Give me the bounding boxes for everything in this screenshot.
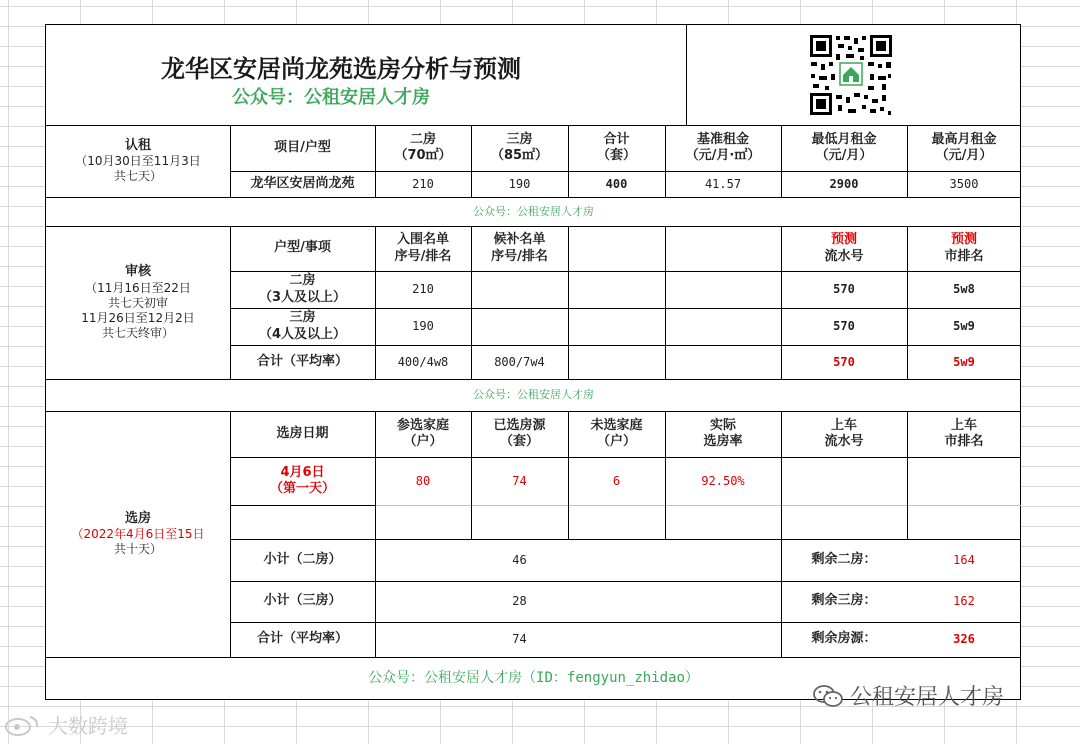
banner-row: 公众号：公租安居人才房 <box>473 204 594 218</box>
review-row-total: 合计（平均率） <box>256 353 348 369</box>
select-day1-unchosen: 6 <box>612 473 621 488</box>
rent-row-min: 2900 <box>829 176 859 191</box>
select-col-unchosen: 未选家庭 （户） <box>590 417 643 449</box>
rent-col-min: 最低月租金 （元/月） <box>811 131 877 163</box>
rent-col-project: 项目/户型 <box>274 139 331 155</box>
select-col-car-rank: 上车 市排名 <box>944 417 984 449</box>
rent-row-name: 龙华区安居尚龙苑 <box>250 175 355 191</box>
review-row-three: 三房 （4人及以上） <box>258 310 347 342</box>
review-col-type: 户型/事项 <box>274 240 331 256</box>
divider <box>568 226 569 379</box>
select-day1-rate: 92.50% <box>701 473 745 488</box>
qr-code-icon <box>808 33 894 117</box>
review-r3-rank: 5w9 <box>953 354 975 369</box>
review-section-label: 审核 （11月16日至22日 共七天初审 11月26日至12月2日 共七天终审） <box>81 264 195 340</box>
review-col-pred-serial: 预测 流水号 <box>824 232 864 264</box>
rent-section-label: 认租 （10月30日至11月3日 共七天） <box>75 137 201 184</box>
review-r2-entry: 190 <box>412 319 434 333</box>
page-title: 龙华区安居尚龙苑选房分析与预测 <box>161 54 521 83</box>
divider <box>230 505 375 506</box>
select-remaining-two-val: 164 <box>953 552 975 567</box>
select-remaining-total-val: 326 <box>953 632 975 646</box>
rent-row-total: 400 <box>605 176 628 191</box>
rent-col-two: 二房 （70㎡） <box>394 131 452 163</box>
select-col-date: 选房日期 <box>276 425 329 441</box>
divider <box>665 226 666 379</box>
banner-row: 公众号：公租安居人才房 <box>473 388 594 402</box>
review-col-pred-rank: 预测 市排名 <box>944 232 984 264</box>
review-r2-rank: 5w9 <box>953 319 975 333</box>
page-subtitle: 公众号：公租安居人才房 <box>232 87 430 108</box>
rent-col-three: 三房 （85㎡） <box>490 131 549 163</box>
watermark-left: 大数跨境 <box>4 710 128 739</box>
review-col-wait: 候补名单 序号/排名 <box>491 232 548 264</box>
select-total-val: 74 <box>512 632 527 646</box>
rent-col-total: 合计 （套） <box>596 131 636 163</box>
review-r3-serial: 570 <box>833 354 855 369</box>
select-day1-date: 4月6日 （第一天） <box>269 464 335 496</box>
watermark-right: 公租安居人才房 <box>812 680 1004 711</box>
report-sheet <box>45 24 1021 700</box>
review-r1-rank: 5w8 <box>953 282 975 296</box>
select-subtotal-three-val: 28 <box>512 594 527 608</box>
rent-row-three: 190 <box>508 176 531 191</box>
divider <box>686 25 687 125</box>
select-subtotal-two-val: 46 <box>512 552 527 567</box>
weibo-logo-icon <box>4 713 42 737</box>
select-section-label: 选房 （2022年4月6日至15日 共十天） <box>71 510 205 557</box>
rent-col-base: 基准租金 （元/月·㎡） <box>685 131 761 163</box>
select-day1-join: 80 <box>415 473 431 488</box>
select-subtotal-two: 小计（二房） <box>263 551 342 567</box>
select-col-chosen: 已选房源 （套） <box>493 417 546 449</box>
review-r3-wait: 800/7w4 <box>494 354 545 369</box>
select-col-car-serial: 上车 流水号 <box>824 417 864 449</box>
select-col-rate: 实际 选房率 <box>703 417 743 449</box>
review-col-entry: 入围名单 序号/排名 <box>394 232 452 264</box>
select-remaining-three-val: 162 <box>953 594 975 608</box>
select-total: 合计（平均率） <box>256 631 348 647</box>
review-row-two: 二房 （3人及以上） <box>258 273 347 305</box>
review-r2-serial: 570 <box>833 319 855 333</box>
rent-row-base: 41.57 <box>704 176 742 191</box>
select-col-join: 参选家庭 （户） <box>396 417 449 449</box>
review-r1-serial: 570 <box>833 282 855 296</box>
footer-note: 公众号：公租安居人才房（ID：fengyun_zhidao） <box>368 669 699 686</box>
select-subtotal-three: 小计（三房） <box>263 593 342 609</box>
select-day1-chosen: 74 <box>512 473 527 488</box>
rent-row-two: 210 <box>412 176 434 191</box>
select-remaining-two: 剩余二房： <box>811 551 877 567</box>
wechat-logo-icon <box>812 683 844 709</box>
review-r3-entry: 400/4w8 <box>397 354 449 369</box>
select-remaining-three: 剩余三房： <box>811 593 877 609</box>
review-r1-entry: 210 <box>412 282 434 296</box>
rent-col-max: 最高月租金 （元/月） <box>931 131 997 163</box>
select-remaining-total: 剩余房源： <box>811 631 877 647</box>
rent-row-max: 3500 <box>949 176 979 191</box>
